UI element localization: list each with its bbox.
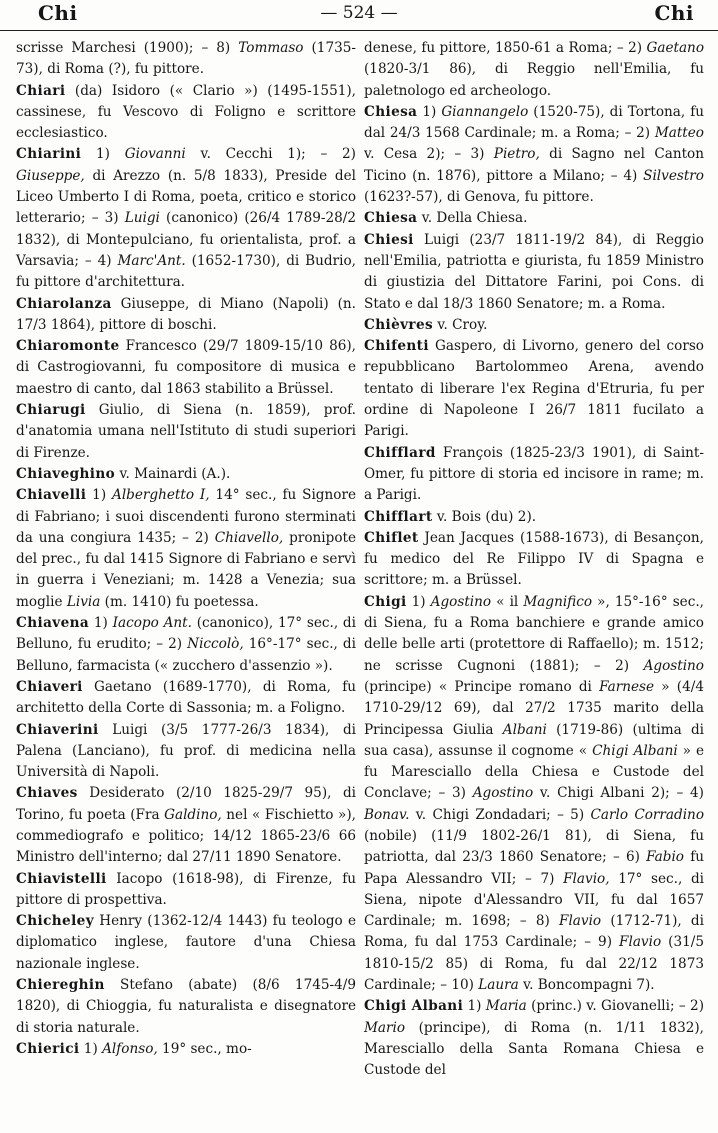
entry-headword: Chiavelli	[16, 487, 87, 504]
entry-text: 1)	[406, 593, 431, 610]
dictionary-entry	[364, 507, 704, 528]
dictionary-entry	[16, 783, 356, 868]
entry-text: v. Della Chiesa.	[417, 210, 528, 227]
entry-headword: Chifenti	[364, 338, 429, 355]
page-number: — 524 —	[320, 3, 398, 23]
entry-headword: Chiari	[16, 82, 66, 99]
entry-italic-text: Bonav.	[364, 806, 410, 823]
entry-italic-text: Giuseppe,	[16, 167, 85, 184]
entry-text: Gaetano (1689-1770), di Roma, fu architetto della Corte di Sassonia; m. a Foligno.	[16, 678, 356, 717]
entry-text: Giulio, di Siena (n. 1859), prof. d'anatomia umana nell'Istituto di studi superiori di Firenze.	[16, 402, 356, 461]
dictionary-entry	[16, 144, 356, 293]
entry-text: 1)	[81, 146, 125, 163]
entry-text: 19° sec., mo-	[157, 1040, 252, 1057]
entry-text: Henry (1362-12/4 1443) fu teologo e diplomatico inglese, fautore d'una Chiesa nazionale inglese.	[16, 913, 356, 972]
entry-text: fu Papa Alessandro VII; – 7)	[364, 849, 704, 887]
entry-text: (1735-73), di Roma (?), fu pittore.	[16, 40, 356, 78]
entry-headword: Chiflet	[364, 529, 419, 546]
dictionary-entry	[16, 911, 356, 975]
left-column	[16, 38, 356, 1060]
dictionary-entry	[16, 485, 356, 613]
entry-headword: Chiarugi	[16, 402, 86, 419]
entry-text: Luigi (3/5 1777-26/3 1834), di Palena (Lanciano), fu prof. di medicina nella Università di Napoli.	[16, 721, 356, 781]
entry-text: (1623?-57), di Genova, fu pittore.	[364, 189, 594, 206]
entry-text: 1)	[417, 103, 442, 120]
entry-text: 1)	[463, 998, 486, 1015]
entry-text: Iacopo (1618-98), di Firenze, fu pittore di prospettiva.	[16, 870, 356, 908]
entry-text: (da) Isidoro (« Clario ») (1495-1551), cassinese, fu Vescovo di Foligno e scrittore ecclesiastico.	[16, 82, 356, 142]
entry-text: (1520-75), di Tortona, fu dal 24/3 1568 Cardinale; m. a Roma; – 2)	[364, 103, 704, 142]
entry-headword: Chiaveri	[16, 678, 83, 695]
entry-headword: Chiarini	[16, 146, 82, 163]
entry-headword: Chiaves	[16, 785, 78, 802]
entry-italic-text: Tommaso	[238, 40, 304, 56]
entry-italic-text: Carlo Corradino	[590, 806, 704, 823]
entry-headword: Chifflart	[364, 508, 433, 525]
entry-italic-text: Mario	[364, 1019, 406, 1036]
dictionary-entry	[16, 336, 356, 400]
dictionary-entry	[364, 315, 704, 336]
dictionary-entry	[16, 400, 356, 464]
entry-text: 14° sec., fu Signore di Fabriano; i suoi discendenti furono sterminati da una congiura 1435; – 2)	[16, 487, 356, 546]
dictionary-entry	[16, 38, 356, 81]
entry-text: Jean Jacques (1588-1673), di Besançon, fu medico del Re Filippo IV di Spagna e scrittore; m. a Brüssel.	[364, 529, 704, 589]
entry-text: (1820-3/1 86), di Reggio nell'Emilia, fu paletnologo ed archeologo.	[364, 61, 704, 99]
entry-italic-text: Agostino	[643, 657, 704, 674]
entry-text: nel « Fischietto »), commediografo e politico; 14/12 1865-23/6 66 Ministro dell'interno; dal 27/11 1890 Senatore.	[16, 806, 356, 866]
dictionary-entry	[364, 38, 704, 102]
entry-italic-text: Giovanni	[124, 146, 186, 163]
entry-text: denese, fu pittore, 1850-61 a Roma; – 2)	[364, 40, 647, 56]
entry-text: (nobile) (11/9 1802-26/1 81), di Siena, fu patriotta, dal 23/3 1860 Senatore; – 6)	[364, 827, 704, 866]
dictionary-entry	[16, 869, 356, 912]
entry-headword: Chiarolanza	[16, 295, 112, 312]
entry-text: v. Bois (du) 2).	[432, 508, 537, 525]
entry-italic-text: Alfonso,	[102, 1040, 158, 1057]
entry-headword: Chicheley	[16, 913, 94, 930]
entry-italic-text: Silvestro	[643, 167, 704, 184]
dictionary-entry	[364, 592, 704, 997]
entry-text: 17° sec., di Siena, nipote d'Alessandro VII, fu dal 1657 Cardinale; m. 1698; – 8)	[364, 870, 704, 930]
entry-headword: Chiavena	[16, 615, 90, 632]
entry-text: », 15°-16° sec., di Siena, fu a Roma banchiere e grande amico delle belle arti (protettore di Raffaello); m. 1512; ne scrisse Cugnoni (1881); – 2)	[364, 593, 704, 674]
entry-headword: Chigi	[364, 593, 407, 610]
entry-text: Gaspero, di Livorno, genero del corso repubblicano Bartolommeo Arena, avendo tentato di liberare l'ex Regina d'Etruria, fu per ordine di Napoleone I 26/7 1811 fucilato a Parigi.	[364, 338, 704, 440]
entry-text: v. Mainardi (A.).	[115, 465, 231, 482]
entry-text: (m. 1410) fu poetessa.	[100, 593, 259, 610]
dictionary-entry	[16, 720, 356, 784]
entry-text: » (4/4 1710-29/12 69), dal 27/2 1735 marito della Principessa Giulia	[364, 678, 704, 738]
page-header	[0, 0, 718, 31]
dictionary-entry	[364, 230, 704, 315]
entry-headword: Chiavistelli	[16, 870, 107, 887]
entry-italic-text: Chigi Albani	[592, 742, 678, 759]
entry-headword: Chiereghin	[16, 977, 105, 994]
dictionary-entry	[364, 336, 704, 442]
dictionary-entry	[16, 975, 356, 1039]
entry-italic-text: Flavio	[619, 934, 662, 951]
entry-italic-text: Magnifico	[523, 593, 593, 610]
entry-text: v. Boncompagni 7).	[518, 977, 655, 994]
dictionary-entry	[16, 294, 356, 337]
entry-headword: Chiaveghino	[16, 465, 116, 482]
entry-headword: Chigi Albani	[364, 998, 464, 1015]
entry-text: » e fu Maresciallo della Chiesa e Custode del Conclave; – 3)	[364, 742, 704, 802]
entry-headword: Chiesa	[364, 103, 418, 120]
entry-text: 16°-17° sec., di Belluno, farmacista (« zucchero d'assenzio »).	[16, 636, 356, 674]
entry-italic-text: Albani	[502, 721, 547, 738]
entry-text: (principe) « Principe romano di	[364, 678, 600, 695]
entry-text: (1719-86) (ultima di sua casa), assunse il cognome «	[364, 721, 704, 759]
entry-italic-text: Iacopo Ant.	[112, 615, 192, 632]
entry-headword: Chiesa	[364, 210, 418, 227]
entry-text: di Arezzo (n. 5/8 1833), Preside del Liceo Umberto I di Roma, poeta, critico e storico letterario; – 3)	[16, 167, 356, 227]
entry-italic-text: Chiavello,	[214, 529, 284, 546]
entry-italic-text: Matteo	[654, 125, 704, 142]
entry-text: (princ.) v. Giovanelli; – 2)	[526, 998, 704, 1015]
entry-text: v. Cesa 2); – 3)	[364, 146, 494, 163]
entry-text: Stefano (abate) (8/6 1745-4/9 1820), di Chioggia, fu naturalista e disegnatore di storia naturale.	[16, 977, 356, 1036]
dictionary-entry	[364, 443, 704, 507]
entry-text: Luigi (23/7 1811-19/2 84), di Reggio nell'Emilia, patriotta e giurista, fu 1859 Ministro di giustizia del Dittatore Farini, poi Cons. di Stato e dal 18/3 1860 Senatore; m. a Roma.	[364, 231, 704, 312]
entry-text: François (1825-23/3 1901), di Saint-Omer, fu pittore di storia ed incisore in rame; m. a Parigi.	[364, 444, 704, 504]
dictionary-entry	[364, 208, 704, 229]
entry-text: pronipote del prec., fu dal 1415 Signore di Fabriano e servì in guerra i Veneziani; m. 1428 a Venezia; sua moglie	[16, 529, 357, 610]
entry-text: 1)	[86, 487, 112, 504]
entry-italic-text: Luigi	[124, 210, 160, 227]
entry-text: v. Croy.	[433, 316, 488, 333]
entry-text: Francesco (29/7 1809-15/10 86), di Castrogiovanni, fu compositore di musica e maestro di canto, dal 1863 stabilito a Brüssel.	[16, 338, 356, 397]
dictionary-entry	[364, 996, 704, 1081]
dictionary-entry	[364, 102, 704, 208]
header-left-word: Chi	[38, 1, 78, 25]
right-column	[364, 38, 704, 1082]
entry-italic-text: Flavio	[559, 913, 602, 930]
entry-text: 1)	[79, 1040, 103, 1057]
entry-italic-text: Gaetano	[646, 40, 704, 56]
entry-headword: Chiaverini	[16, 721, 99, 738]
entry-text: (principe), di Roma (n. 1/11 1832), Maresciallo della Santa Romana Chiesa e Custode del	[364, 1019, 704, 1079]
entry-text: di Sagno nel Canton Ticino (n. 1876), pittore a Milano; – 4)	[364, 146, 704, 184]
entry-italic-text: Galdino,	[164, 806, 222, 823]
dictionary-entry	[364, 528, 704, 592]
entry-headword: Chiesi	[364, 231, 414, 248]
entry-italic-text: Fabio	[646, 849, 684, 866]
entry-text: « il	[491, 593, 524, 610]
entry-text: v. Chigi Albani 2); – 4)	[533, 785, 704, 802]
entry-text: v. Cecchi 1); – 2)	[185, 146, 356, 163]
dictionary-entry	[16, 613, 356, 677]
entry-italic-text: Farnese	[599, 678, 655, 695]
entry-text: (canonico), 17° sec., di Belluno, fu erudito; – 2)	[16, 615, 356, 653]
entry-text: Giuseppe, di Miano (Napoli) (n. 17/3 1864), pittore di boschi.	[16, 295, 356, 333]
dictionary-entry	[16, 464, 356, 485]
entry-headword: Chierici	[16, 1040, 80, 1057]
dictionary-entry	[16, 1039, 356, 1060]
entry-italic-text: Laura	[478, 977, 519, 994]
entry-text: v. Chigi Zondadari; – 5)	[409, 806, 591, 823]
entry-italic-text: Giannangelo	[441, 103, 529, 120]
dictionary-entry	[16, 81, 356, 145]
entry-headword: Chiaromonte	[16, 338, 120, 355]
entry-headword: Chifflard	[364, 444, 436, 461]
entry-headword: Chièvres	[364, 316, 434, 333]
entry-text: (canonico) (26/4 1789-28/2 1832), di Montepulciano, fu orientalista, prof. a Varsavia; – 4)	[16, 210, 356, 269]
entry-text: Desiderato (2/10 1825-29/7 95), di Torino, fu poeta (Fra	[16, 785, 356, 823]
entry-italic-text: Agostino	[430, 593, 492, 610]
entry-italic-text: Flavio,	[563, 870, 610, 887]
entry-italic-text: Marc'Ant.	[117, 252, 186, 269]
entry-text: (1712-71), di Roma, fu dal 1753 Cardinale; – 9)	[364, 913, 704, 951]
header-right-word: Chi	[654, 1, 694, 25]
entry-text: (1652-1730), di Budrio, fu pittore d'architettura.	[16, 252, 356, 291]
entry-text: (31/5 1810-15/2 85) di Roma, fu dal 22/12 1873 Cardinale; – 10)	[364, 934, 705, 994]
entry-italic-text: Maria	[485, 998, 527, 1015]
entry-italic-text: Niccolò,	[187, 636, 244, 653]
entry-italic-text: Livia	[66, 593, 101, 610]
entry-italic-text: Alberghetto I,	[112, 487, 210, 504]
entry-italic-text: Agostino	[472, 785, 534, 802]
entry-text: 1)	[89, 615, 113, 632]
dictionary-entry	[16, 677, 356, 720]
entry-italic-text: Pietro,	[493, 146, 540, 163]
entry-text: scrisse Marchesi (1900); – 8)	[16, 40, 239, 56]
